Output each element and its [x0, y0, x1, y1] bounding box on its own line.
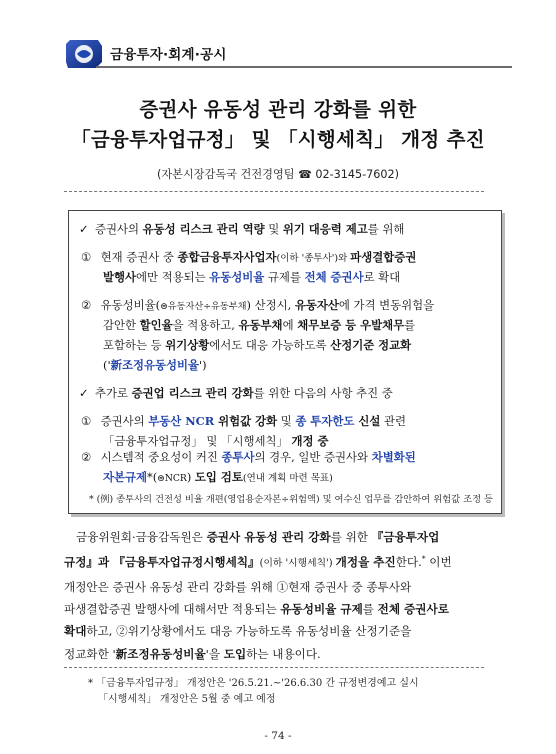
page-title-line2: 「금융투자업규정」 및 「시행세칙」 개정 추진 [71, 128, 485, 151]
check-icon: ✓ [79, 222, 89, 236]
summary-sub-4-line1: ② 시스템적 중요성이 커진 종투사의 경우, 일반 증권사와 차별화된 [81, 450, 416, 464]
page-title-line1: 증권사 유동성 관리 강화를 위한 [139, 98, 417, 121]
body-line-3: 개정안은 증권사 유동성 관리 강화를 위해 ①현재 증권사 중 종투사와 [64, 579, 412, 594]
divider-top [64, 191, 484, 192]
summary-note: * (例) 종투사의 건전성 비율 개편(영업용순자본÷위험액) 및 여수신 업무를 감안하여 위험값 조정 등 [89, 494, 493, 505]
summary-sub-1-line2: 발행사에만 적용되는 유동성비율 규제를 전체 증권사로 확대 [103, 270, 401, 284]
summary-sub-1-line1: ① 현재 증권사 중 종합금융투자사업자(이하 '종투사')와 파생결합증권 [81, 250, 417, 264]
summary-box [68, 210, 502, 514]
contact-info [0, 166, 556, 182]
body-line-6: 정교화한 '新조정유동성비율'을 도입하는 내용이다. [64, 646, 321, 661]
page-number: - 74 - [264, 730, 292, 742]
summary-item-1: ✓ 증권사의 유동성 리스크 관리 역량 및 위기 대응력 제고를 위해 [79, 219, 404, 239]
check-icon: ✓ [79, 386, 89, 400]
section-title: 금융투자·회계·공시 [110, 47, 227, 63]
body-line-2: 규정』과 『금융투자업규정시행세칙』(이하 '시행세칙') 개정을 추진한다.* 이번 [64, 554, 452, 570]
contact-dept: (자본시장감독국 건전경영팀 [156, 168, 295, 181]
phone-icon: ☎ [298, 168, 312, 181]
summary-sub-3-line1: ① 증권사의 부동산 NCR 위험값 강화 및 종 투자한도 신설 관련 [81, 414, 406, 428]
summary-sub-2-line2: 감안한 할인율을 적용하고, 유동부채에 채무보증 등 우발채무를 [103, 318, 416, 332]
summary-sub-3-line2: 「금융투자업규정」 및 「시행세칙」 개정 중 [103, 434, 329, 448]
summary-sub-2-line3: 포함하는 등 위기상황에서도 대응 가능하도록 산정기준 정교화 [103, 338, 412, 352]
header-divider [96, 66, 512, 68]
body-line-4: 파생결합증권 발행사에 대해서만 적용되는 유동성비율 규제를 전체 증권사로 [64, 602, 449, 617]
contact-phone: 02-3145-7602) [315, 168, 400, 181]
summary-sub-2-line1: ② 유동성비율(⊜유동자산÷유동부채) 산정시, 유동자산에 가격 변동위험을 [81, 298, 435, 312]
body-line-1: 금융위원회·금융감독원은 증권사 유동성 관리 강화를 위한 『금융투자업 [76, 530, 440, 544]
footnote-line-1: * 「금융투자업규정」 개정안은 '26.5.21.~'26.6.30 간 규정변경예고 실시 [88, 678, 419, 689]
body-line-5: 확대하고, ②위기상황에서도 대응 가능하도록 유동성비율 산정기준을 [64, 624, 412, 639]
section-header [76, 38, 227, 68]
footnote-line-2: 「시행세칙」 개정안은 5월 중 예고 예정 [98, 694, 276, 705]
divider-bottom [64, 667, 484, 668]
fss-logo-icon [64, 36, 104, 70]
summary-item-2: ✓ 추가로 증권업 리스크 관리 강화를 위한 다음의 사항 추진 중 [79, 383, 393, 403]
body-paragraph [64, 526, 490, 665]
summary-sub-2-line4: ('新조정유동성비율') [103, 358, 207, 372]
summary-sub-4-line2: 자본규제*(⊜NCR) 도입 검토(연내 계획 마련 목표) [103, 470, 333, 484]
